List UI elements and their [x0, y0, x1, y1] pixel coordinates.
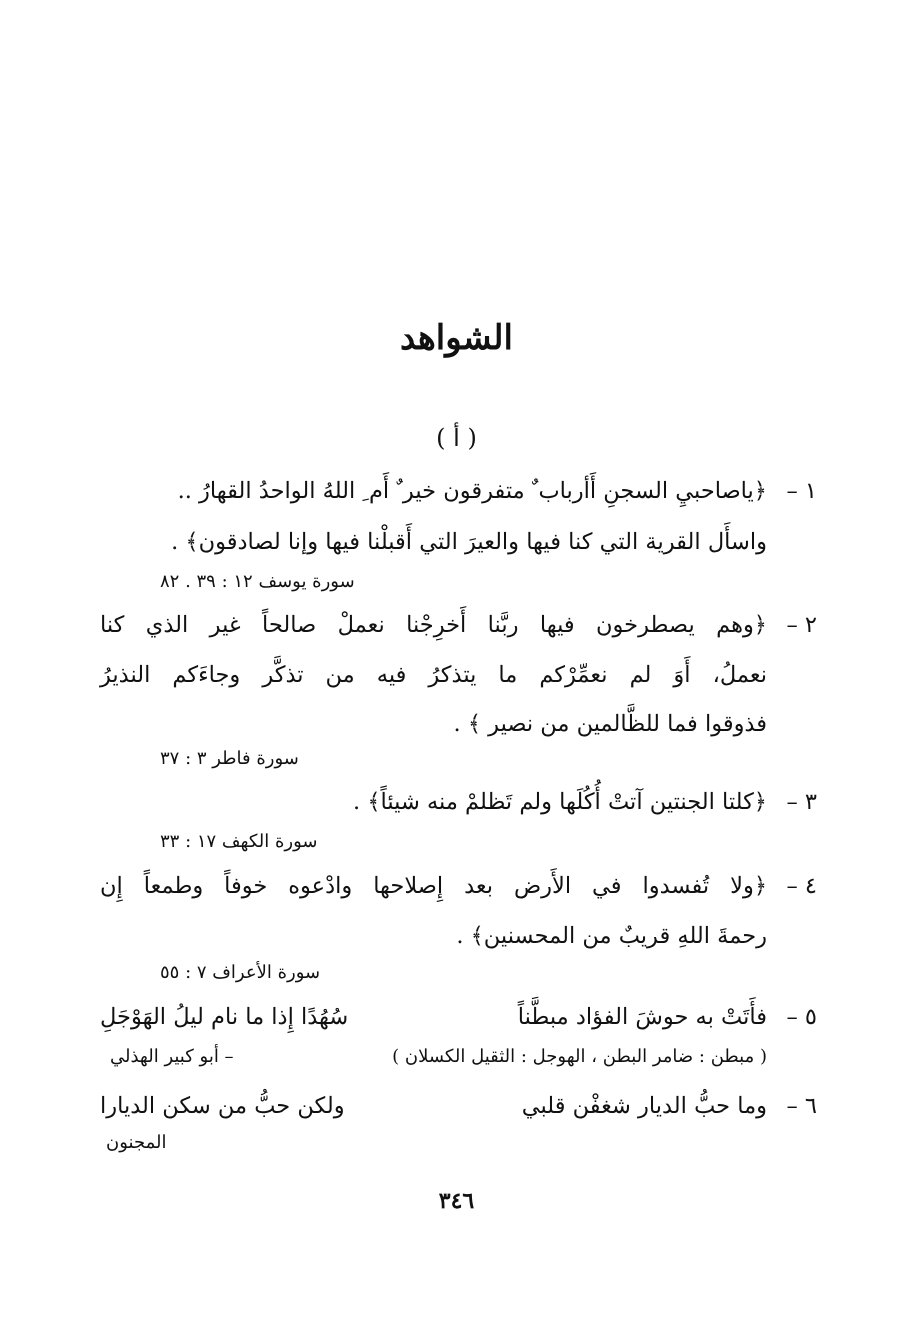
entry-number: ٤ – [786, 873, 817, 899]
surah-reference: سورة الكهف ١٧ : ٣٣ [160, 831, 318, 852]
entry-line: ﴿ياصاحبيِ السجنِ أَأرباب ٌ متفرقون خير ٌ أَم ِ اللهُ الواحدُ القهارُ .. [177, 478, 767, 504]
verse-gloss: ( مبطن : ضامر البطن ، الهوجل : الثقيل الكسلان ) [392, 1046, 767, 1067]
entry-number: ١ – [786, 478, 817, 504]
verse-first-hemistich: فأَتَتْ به حوشَ الفؤاد مبطَّناً [517, 1004, 767, 1030]
surah-reference: سورة فاطر ٣ : ٣٧ [160, 748, 299, 769]
entry-line: نعملُ، أَوَ لم نعمِّرْكم ما يتذكرُ فيه من تذكَّر وجاءَكم النذيرُ [100, 662, 767, 688]
page-number: ٣٤٦ [438, 1188, 475, 1214]
entry-number: ٣ – [786, 789, 817, 815]
page-title: الشواهد [400, 318, 513, 358]
entry-number: ٦ – [786, 1093, 817, 1119]
section-marker: ( أ ) [436, 424, 477, 452]
surah-reference: سورة يوسف ١٢ : ٣٩ . ٨٢ [160, 571, 355, 592]
poet-name: المجنون [106, 1132, 167, 1153]
entry-line: ﴿ولا تُفسدوا في الأَرض بعد إِصلاحها وادْعوه خوفاً وطمعاً إِن [100, 873, 767, 899]
entry-line: واسأَل القرية التي كنا فيها والعيرَ التي أَقبلْنا فيها وإنا لصادقون﴾ . [171, 529, 767, 555]
verse-second-hemistich: ولكن حبُّ من سكن الديارا [100, 1093, 345, 1119]
entry-number: ٥ – [786, 1004, 817, 1030]
verse-second-hemistich: سُهُدًا إِذا ما نام ليلُ الهَوْجَلِ [100, 1004, 349, 1030]
entry-line: رحمةَ اللهِ قريبٌ من المحسنين﴾ . [456, 923, 767, 949]
entry-line: ﴿كلتا الجنتين آتتْ أُكُلَها ولم تَظلمْ منه شيئاً﴾ . [353, 789, 767, 815]
entry-number: ٢ – [786, 612, 817, 638]
poet-name: – أبو كبير الهذلي [110, 1046, 234, 1067]
entry-line: فذوقوا فما للظَّالمين من نصير ﴾ . [453, 711, 767, 737]
surah-reference: سورة الأعراف ٧ : ٥٥ [160, 962, 321, 983]
verse-first-hemistich: وما حبُّ الديار شغفْن قلبي [521, 1093, 767, 1119]
entry-line: ﴿وهم يصطرخون فيها ربَّنا أَخرِجْنا نعملْ صالحاً غير الذي كنا [100, 612, 767, 638]
